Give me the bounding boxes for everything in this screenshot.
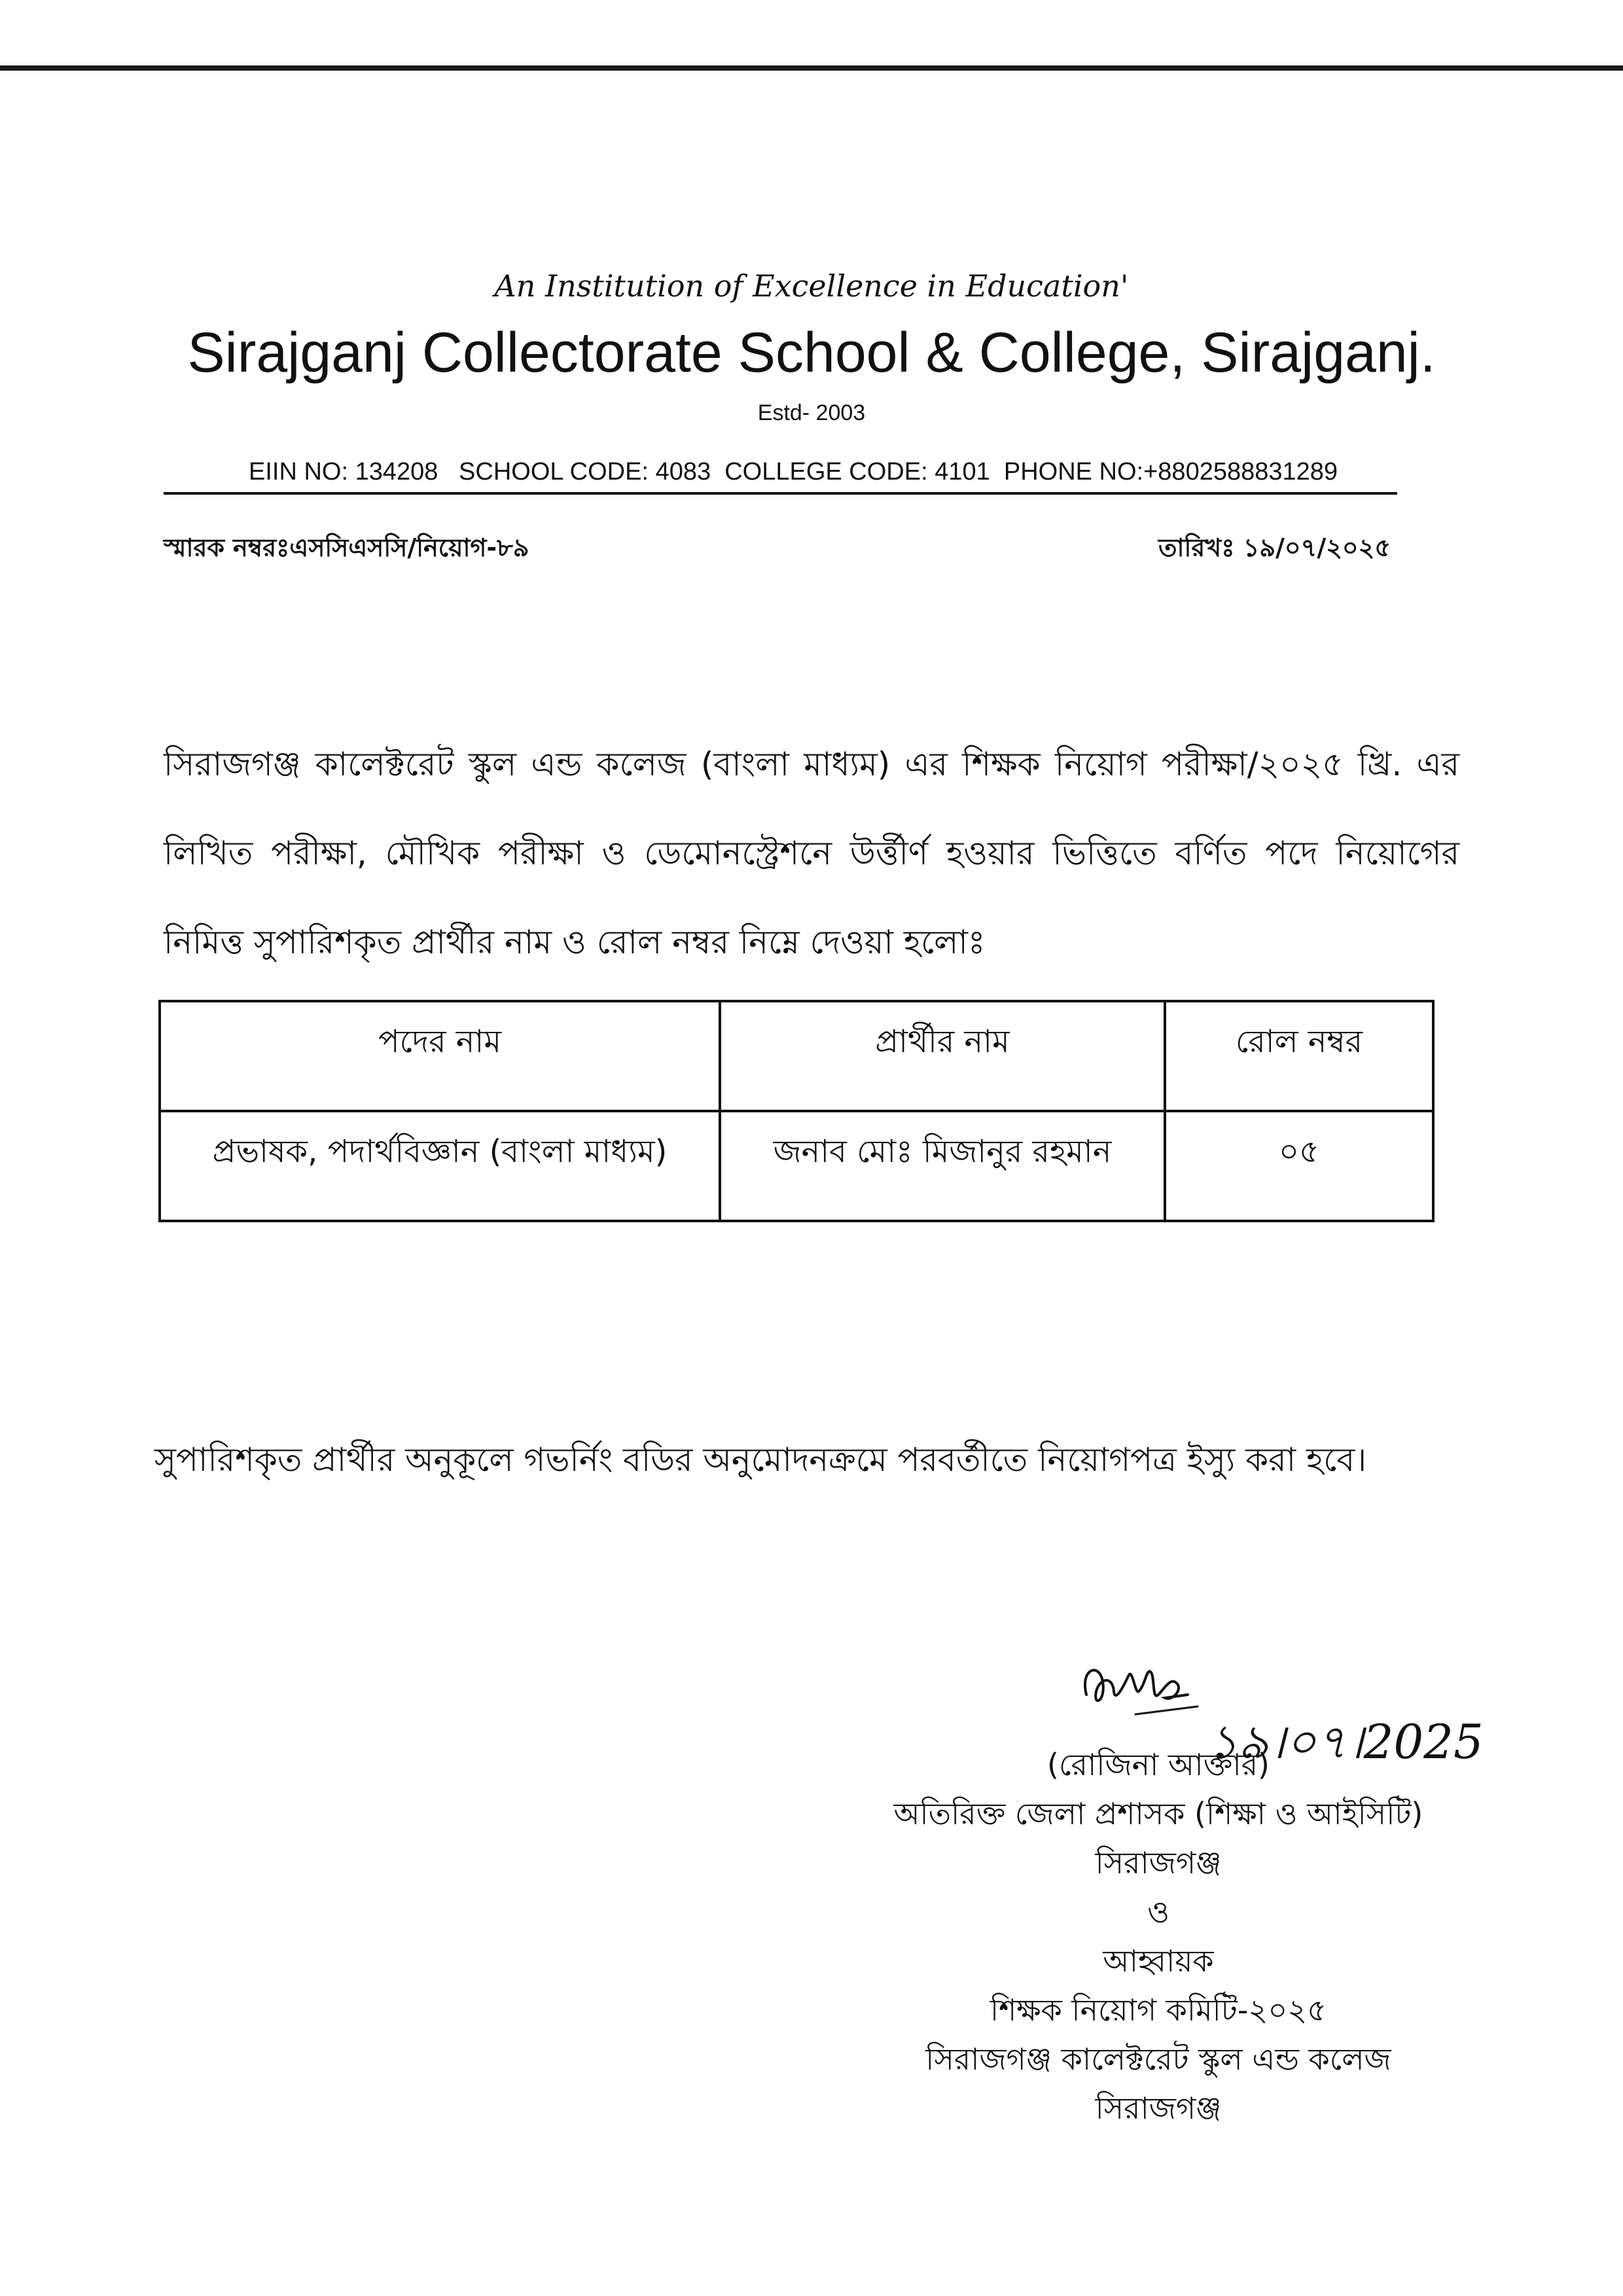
signatory-location: সিরাজগঞ্জ [1095,2091,1222,2126]
signatory-block [851,1740,1466,2133]
established-year: Estd- 2003 [757,400,866,425]
signatory-role: আহ্বায়ক [1103,1943,1214,1979]
signatory-conjunction: ও [1147,1894,1169,1930]
signatory-designation: অতিরিক্ত জেলা প্রশাসক (শিক্ষা ও আইসিটি) [893,1796,1423,1831]
cell-roll-number: ০৫ [1165,1111,1433,1221]
header-candidate-name: প্রার্থীর নাম [720,1001,1165,1111]
header-divider [164,492,1397,495]
institution-name: Sirajganj Collectorate School & College, Sirajganj. [187,321,1436,384]
signatory-name: (রোজিনা আক্তার) [1047,1747,1270,1782]
memo-date: তারিখঃ ১৯/০৭/২০২৫ [1158,533,1391,562]
top-border-rule [0,65,1623,71]
signatory-committee: শিক্ষক নিয়োগ কমিটি-২০২৫ [990,1992,1327,2028]
memo-reference: স্মারক নম্বরঃএসসিএসসি/নিয়োগ-৮৯ [164,533,529,562]
header-post-name: পদের নাম [160,1001,720,1111]
closing-statement: সুপারিশকৃত প্রার্থীর অনুকূলে গভর্নিং বডির অনুমোদনক্রমে পরবর্তীতে নিয়োগপত্র ইস্যু করা হবে। [154,1441,1367,1479]
table-header-row [160,1001,1433,1111]
institution-codes: EIIN NO: 134208 SCHOOL CODE: 4083 COLLEGE CODE: 4101 PHONE NO:+8802588831289 [249,458,1338,486]
cell-candidate-name: জনাব মোঃ মিজানুর রহমান [720,1111,1165,1221]
header-roll-number: রোল নম্বর [1165,1001,1433,1111]
cell-post-name: প্রভাষক, পদার্থবিজ্ঞান (বাংলা মাধ্যম) [160,1111,720,1221]
signatory-institution: সিরাজগঞ্জ কালেক্টরেট স্কুল এন্ড কলেজ [925,2041,1391,2077]
institution-tagline: An Institution of Excellence in Education' [494,268,1129,304]
body-paragraph: সিরাজগঞ্জ কালেক্টরেট স্কুল এন্ড কলেজ (বাংলা মাধ্যম) এর শিক্ষক নিয়োগ পরীক্ষা/২০২৫ খ্রি. এর লিখিত পরীক্ষা, মৌখিক পরীক্ষা ও ডেমোনস্ট্রেশনে উর্ত্তীর্ণ হওয়ার ভিত্তিতে বর্ণিত পদে নিয়োগের নিমিত্ত সুপারিশকৃত প্রার্থীর নাম ও রোল নম্বর নিম্নে দেওয়া হলোঃ [164,745,1459,961]
handwritten-signature [1073,1655,1204,1740]
recommendation-table [158,1000,1435,1222]
signatory-district: সিরাজগঞ্জ [1095,1845,1222,1881]
table-row [160,1111,1433,1221]
handwritten-date: ১৯।০৭।2025 [1207,1714,1484,1769]
